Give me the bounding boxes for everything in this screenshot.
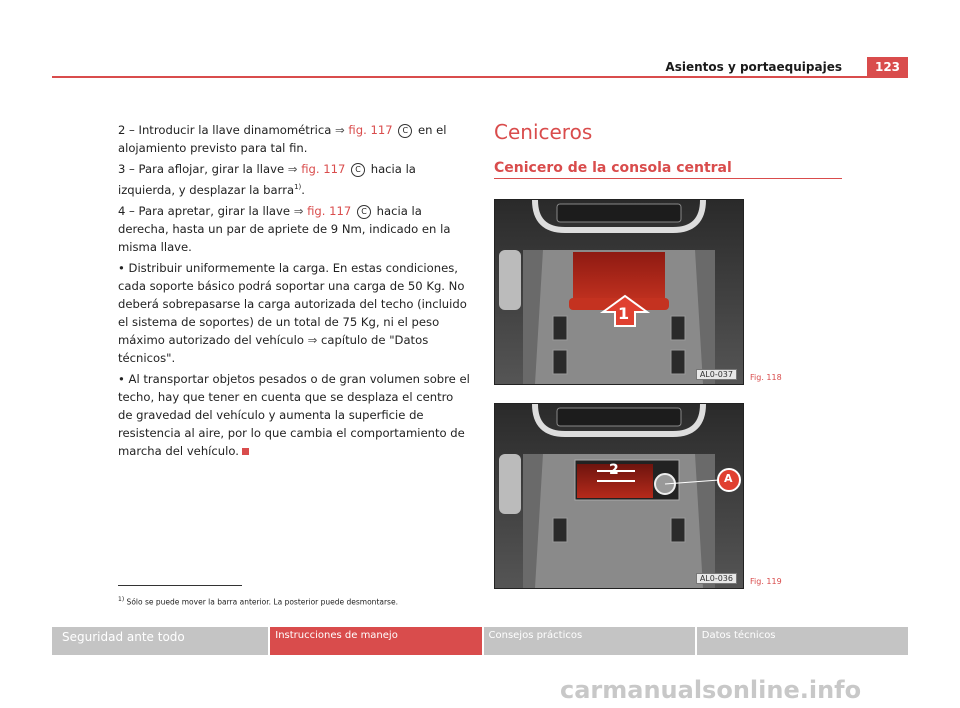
figure-ashtray-closed xyxy=(494,199,744,385)
tab-instrucciones[interactable]: Instrucciones de manejo xyxy=(268,627,481,655)
left-column-text xyxy=(118,121,470,463)
figure-label-1: 1 xyxy=(618,304,630,323)
figure-code: AL0-036 xyxy=(696,573,737,584)
step-3 xyxy=(118,160,470,199)
end-of-section-icon xyxy=(242,448,249,455)
console-open-illustration xyxy=(495,404,743,588)
tab-datos[interactable]: Datos técnicos xyxy=(695,627,908,655)
step-4 xyxy=(118,202,470,256)
footnote-number: 1) xyxy=(118,596,125,603)
header-rule xyxy=(52,76,908,78)
circle-c-icon: C xyxy=(357,205,371,219)
step-4-text: 4 – Para apretar, girar la llave xyxy=(118,203,294,218)
step-2-text-end: en el alojamiento previsto para tal fin. xyxy=(118,123,447,155)
section-title: Ceniceros xyxy=(494,120,593,144)
fig-ref-link[interactable]: fig. 117 xyxy=(307,203,352,218)
subsection-title: Cenicero de la consola central xyxy=(494,160,732,176)
bullet-load-text-end: capítulo de "Datos técnicos". xyxy=(118,332,429,365)
arrow-icon: ⇒ xyxy=(287,162,298,176)
subsection-rule xyxy=(494,178,842,179)
step-4-text-end: hacia la derecha, hasta un par de apriete de 9 Nm, indicado en la misma llave. xyxy=(118,203,451,254)
callout-label-a: A xyxy=(724,472,733,485)
step-3-period: . xyxy=(301,182,305,197)
bullet-load xyxy=(118,259,470,367)
tab-consejos[interactable]: Consejos prácticos xyxy=(482,627,695,655)
footnote-marker[interactable]: 1) xyxy=(294,183,302,191)
circle-c-icon: C xyxy=(398,124,412,138)
step-2 xyxy=(118,121,470,157)
bullet-transport-text: • Al transportar objetos pesados o de gran volumen sobre el techo, hay que tener en cuenta que se desplaza el centro de gravedad del vehículo y aumenta la superficie de resistencia al aire, por lo que cambia el comportamiento de marcha del vehículo. xyxy=(118,371,470,458)
arrow-icon: ⇒ xyxy=(335,123,345,137)
page-header-title: Asientos y portaequipajes xyxy=(665,60,842,74)
arrow-icon: ⇒ xyxy=(307,332,318,347)
console-illustration xyxy=(495,200,743,384)
page-number: 123 xyxy=(867,57,908,77)
tab-seguridad[interactable]: Seguridad ante todo xyxy=(52,627,268,655)
watermark: carmanualsonline.info xyxy=(560,676,862,704)
circle-c-icon: C xyxy=(351,163,365,177)
bullet-load-text: • Distribuir uniformemente la carga. En estas condiciones, cada soporte básico podrá soportar una carga de 50 Kg. No deberá sobrepasarse la carga autorizada del techo (incluido el sistema de soportes) de un total de 75 Kg, ni el peso máximo autorizado del vehículo xyxy=(118,260,467,347)
footnote xyxy=(118,596,398,607)
step-3-text: 3 – Para aflojar, girar la llave xyxy=(118,162,288,176)
step-2-text: 2 – Introducir la llave dinamométrica xyxy=(118,123,335,137)
step-3-text-end: hacia la izquierda, y desplazar la barra xyxy=(118,162,416,197)
bullet-transport xyxy=(118,370,470,460)
figure-label-2: 2 xyxy=(609,462,619,478)
footnote-rule xyxy=(118,585,242,586)
fig-ref-link[interactable]: fig. 117 xyxy=(301,162,346,176)
section-tabs xyxy=(52,627,908,655)
footnote-text: Sólo se puede mover la barra anterior. La posterior puede desmontarse. xyxy=(124,597,398,607)
figure-code: AL0-037 xyxy=(696,369,737,380)
figure-caption: Fig. 118 xyxy=(750,373,782,382)
figure-ashtray-open xyxy=(494,403,744,589)
figure-caption: Fig. 119 xyxy=(750,577,782,586)
arrow-icon: ⇒ xyxy=(293,203,304,218)
fig-ref-link[interactable]: fig. 117 xyxy=(348,123,393,137)
